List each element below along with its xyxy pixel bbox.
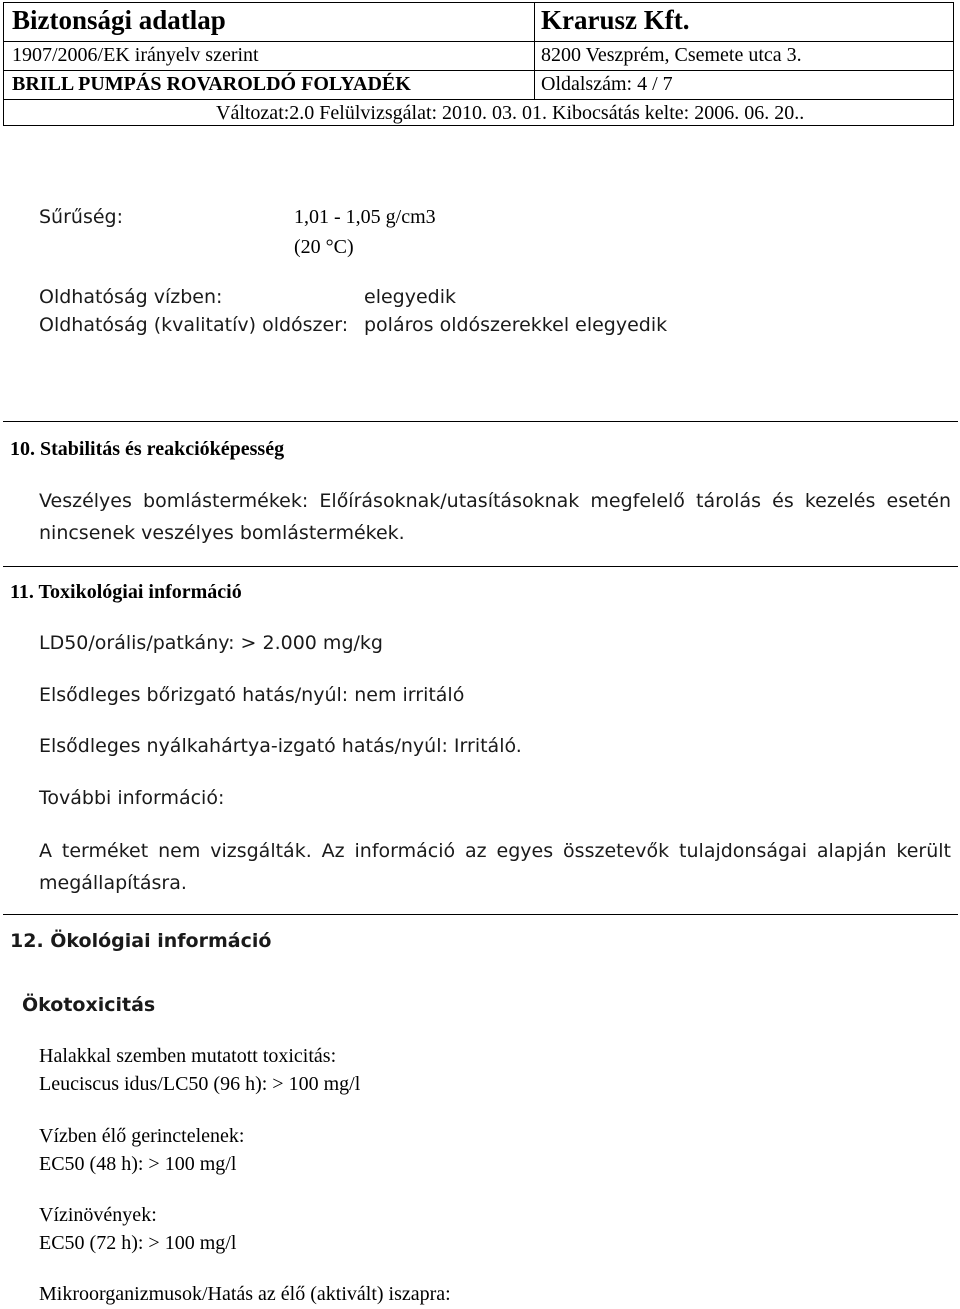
further-info-text: A terméket nem vizsgálták. Az információ az egyes összetevők tulajdonságai alapján került megállapításra. [39, 840, 951, 894]
density-label: Sűrűség: [39, 206, 124, 228]
section-rule [3, 421, 958, 422]
fish-toxicity-label: Halakkal szemben mutatott toxicitás: [39, 1045, 337, 1067]
section10-title: 10. Stabilitás és reakcióképesség [10, 438, 285, 460]
microorganisms-label: Mikroorganizmusok/Hatás az élő (aktivált) iszapra: [39, 1283, 451, 1305]
water-solubility-value: elegyedik [364, 286, 456, 308]
section12-title: 12. Ökológiai információ [10, 930, 272, 952]
aquatic-plants-label: Vízinövények: [39, 1204, 157, 1226]
density-value: 1,01 - 1,05 g/cm3 [294, 206, 436, 228]
section11-title: 11. Toxikológiai információ [10, 581, 242, 603]
header-rule [4, 99, 953, 100]
header-rule [4, 70, 953, 71]
page-number: Oldalszám: 4 / 7 [541, 73, 673, 95]
aquatic-plants-value: EC50 (72 h): > 100 mg/l [39, 1232, 237, 1254]
further-info-label: További információ: [39, 787, 225, 809]
directive-text: 1907/2006/EK irányelv szerint [12, 44, 259, 66]
section10-text: Veszélyes bomlástermékek: Előírásoknak/utasításoknak megfelelő tárolás és kezelés esetén nincsenek veszélyes bomlástermékek. [39, 490, 951, 544]
company-name: Krarusz Kft. [541, 5, 690, 35]
document-header [3, 2, 954, 126]
product-name: BRILL PUMPÁS ROVAROLDÓ FOLYADÉK [12, 73, 411, 95]
invertebrates-value: EC50 (48 h): > 100 mg/l [39, 1153, 237, 1175]
header-rule [4, 41, 953, 42]
skin-irritation: Elsődleges bőrizgató hatás/nyúl: nem irritáló [39, 684, 465, 706]
ld50-value: LD50/orális/patkány: > 2.000 mg/kg [39, 632, 383, 654]
header-divider [534, 3, 535, 99]
mucosa-irritation: Elsődleges nyálkahártya-izgató hatás/nyúl: Irritáló. [39, 735, 522, 757]
water-solubility-label: Oldhatóság vízben: [39, 286, 223, 308]
company-address: 8200 Veszprém, Csemete utca 3. [541, 44, 802, 66]
section-rule [3, 566, 958, 567]
doc-title: Biztonsági adatlap [12, 5, 226, 35]
ecotoxicity-subtitle: Ökotoxicitás [22, 994, 156, 1016]
section-rule [3, 914, 958, 915]
solvent-solubility-label: Oldhatóság (kvalitatív) oldószer: [39, 314, 349, 336]
density-temp: (20 °C) [294, 236, 354, 258]
invertebrates-label: Vízben élő gerinctelenek: [39, 1125, 245, 1147]
solvent-solubility-value: poláros oldószerekkel elegyedik [364, 314, 668, 336]
fish-toxicity-value: Leuciscus idus/LC50 (96 h): > 100 mg/l [39, 1073, 361, 1095]
version-line: Változat:2.0 Felülvizsgálat: 2010. 03. 01. Kibocsátás kelte: 2006. 06. 20.. [216, 102, 805, 124]
